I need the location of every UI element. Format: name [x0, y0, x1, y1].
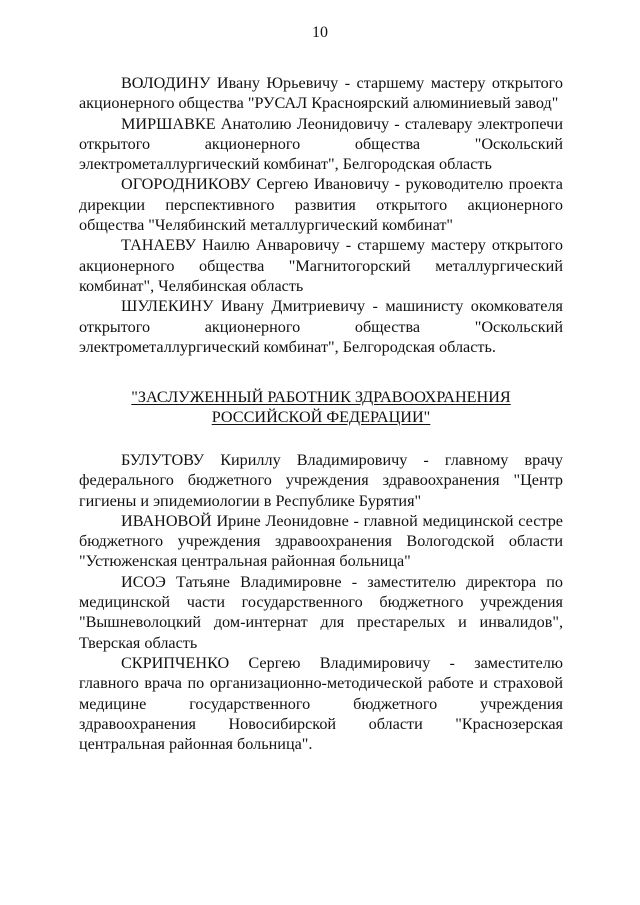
- award-entry: ШУЛЕКИНУ Ивану Дмитриевичу - машинисту окомкователя открытого акционерного общества "Оскольский электрометаллургический комбинат", Белгородская область.: [79, 297, 563, 356]
- award-list-healthcare: [79, 450, 563, 754]
- award-entry: БУЛУТОВУ Кириллу Владимировичу - главному врачу федерального бюджетного учреждения здравоохранения "Центр гигиены и эпидемиологии в Республике Бурятия": [79, 451, 563, 510]
- award-entry: СКРИПЧЕНКО Сергею Владимировичу - заместителю главного врача по организационно-методической работе и страховой медицине государственного бюджетного учреждения здравоохранения Новосибирской области "Краснозерская центральная районная больница".: [79, 653, 563, 754]
- award-entry: МИРШАВКЕ Анатолию Леонидовичу - сталевару электропечи открытого акционерного общества "Оскольский электрометаллургический комбинат", Белгородская область: [79, 114, 563, 174]
- award-list-metallurgy: [79, 73, 563, 357]
- award-entry: ИВАНОВОЙ Ирине Леонидовне - главной медицинской сестре бюджетного учреждения здравоохранения Вологодской области "Устюженская центральная районная больница": [79, 511, 563, 571]
- award-entry: ВОЛОДИНУ Ивану Юрьевичу - старшему мастеру открытого акционерного общества "РУСАЛ Красноярский алюминиевый завод": [79, 74, 563, 113]
- page-number: 10: [312, 24, 328, 41]
- section-heading-line: "ЗАСЛУЖЕННЫЙ РАБОТНИК ЗДРАВООХРАНЕНИЯ: [131, 388, 511, 406]
- award-entry: ТАНАЕВУ Наилю Анваровичу - старшему мастеру открытого акционерного общества "Магнитогорский металлургический комбинат", Челябинская область: [79, 236, 563, 295]
- section-heading-line: РОССИЙСКОЙ ФЕДЕРАЦИИ": [211, 408, 431, 427]
- award-entry: ИСОЭ Татьяне Владимировне - заместителю директора по медицинской части государственного бюджетного учреждения "Вышневолоцкий дом-интернат для престарелых и инвалидов", Тверская область: [79, 572, 563, 652]
- section-heading: [79, 387, 563, 428]
- award-entry: ОГОРОДНИКОВУ Сергею Ивановичу - руководителю проекта дирекции перспективного развития открытого акционерного общества "Челябинский металлургический комбинат": [79, 175, 563, 235]
